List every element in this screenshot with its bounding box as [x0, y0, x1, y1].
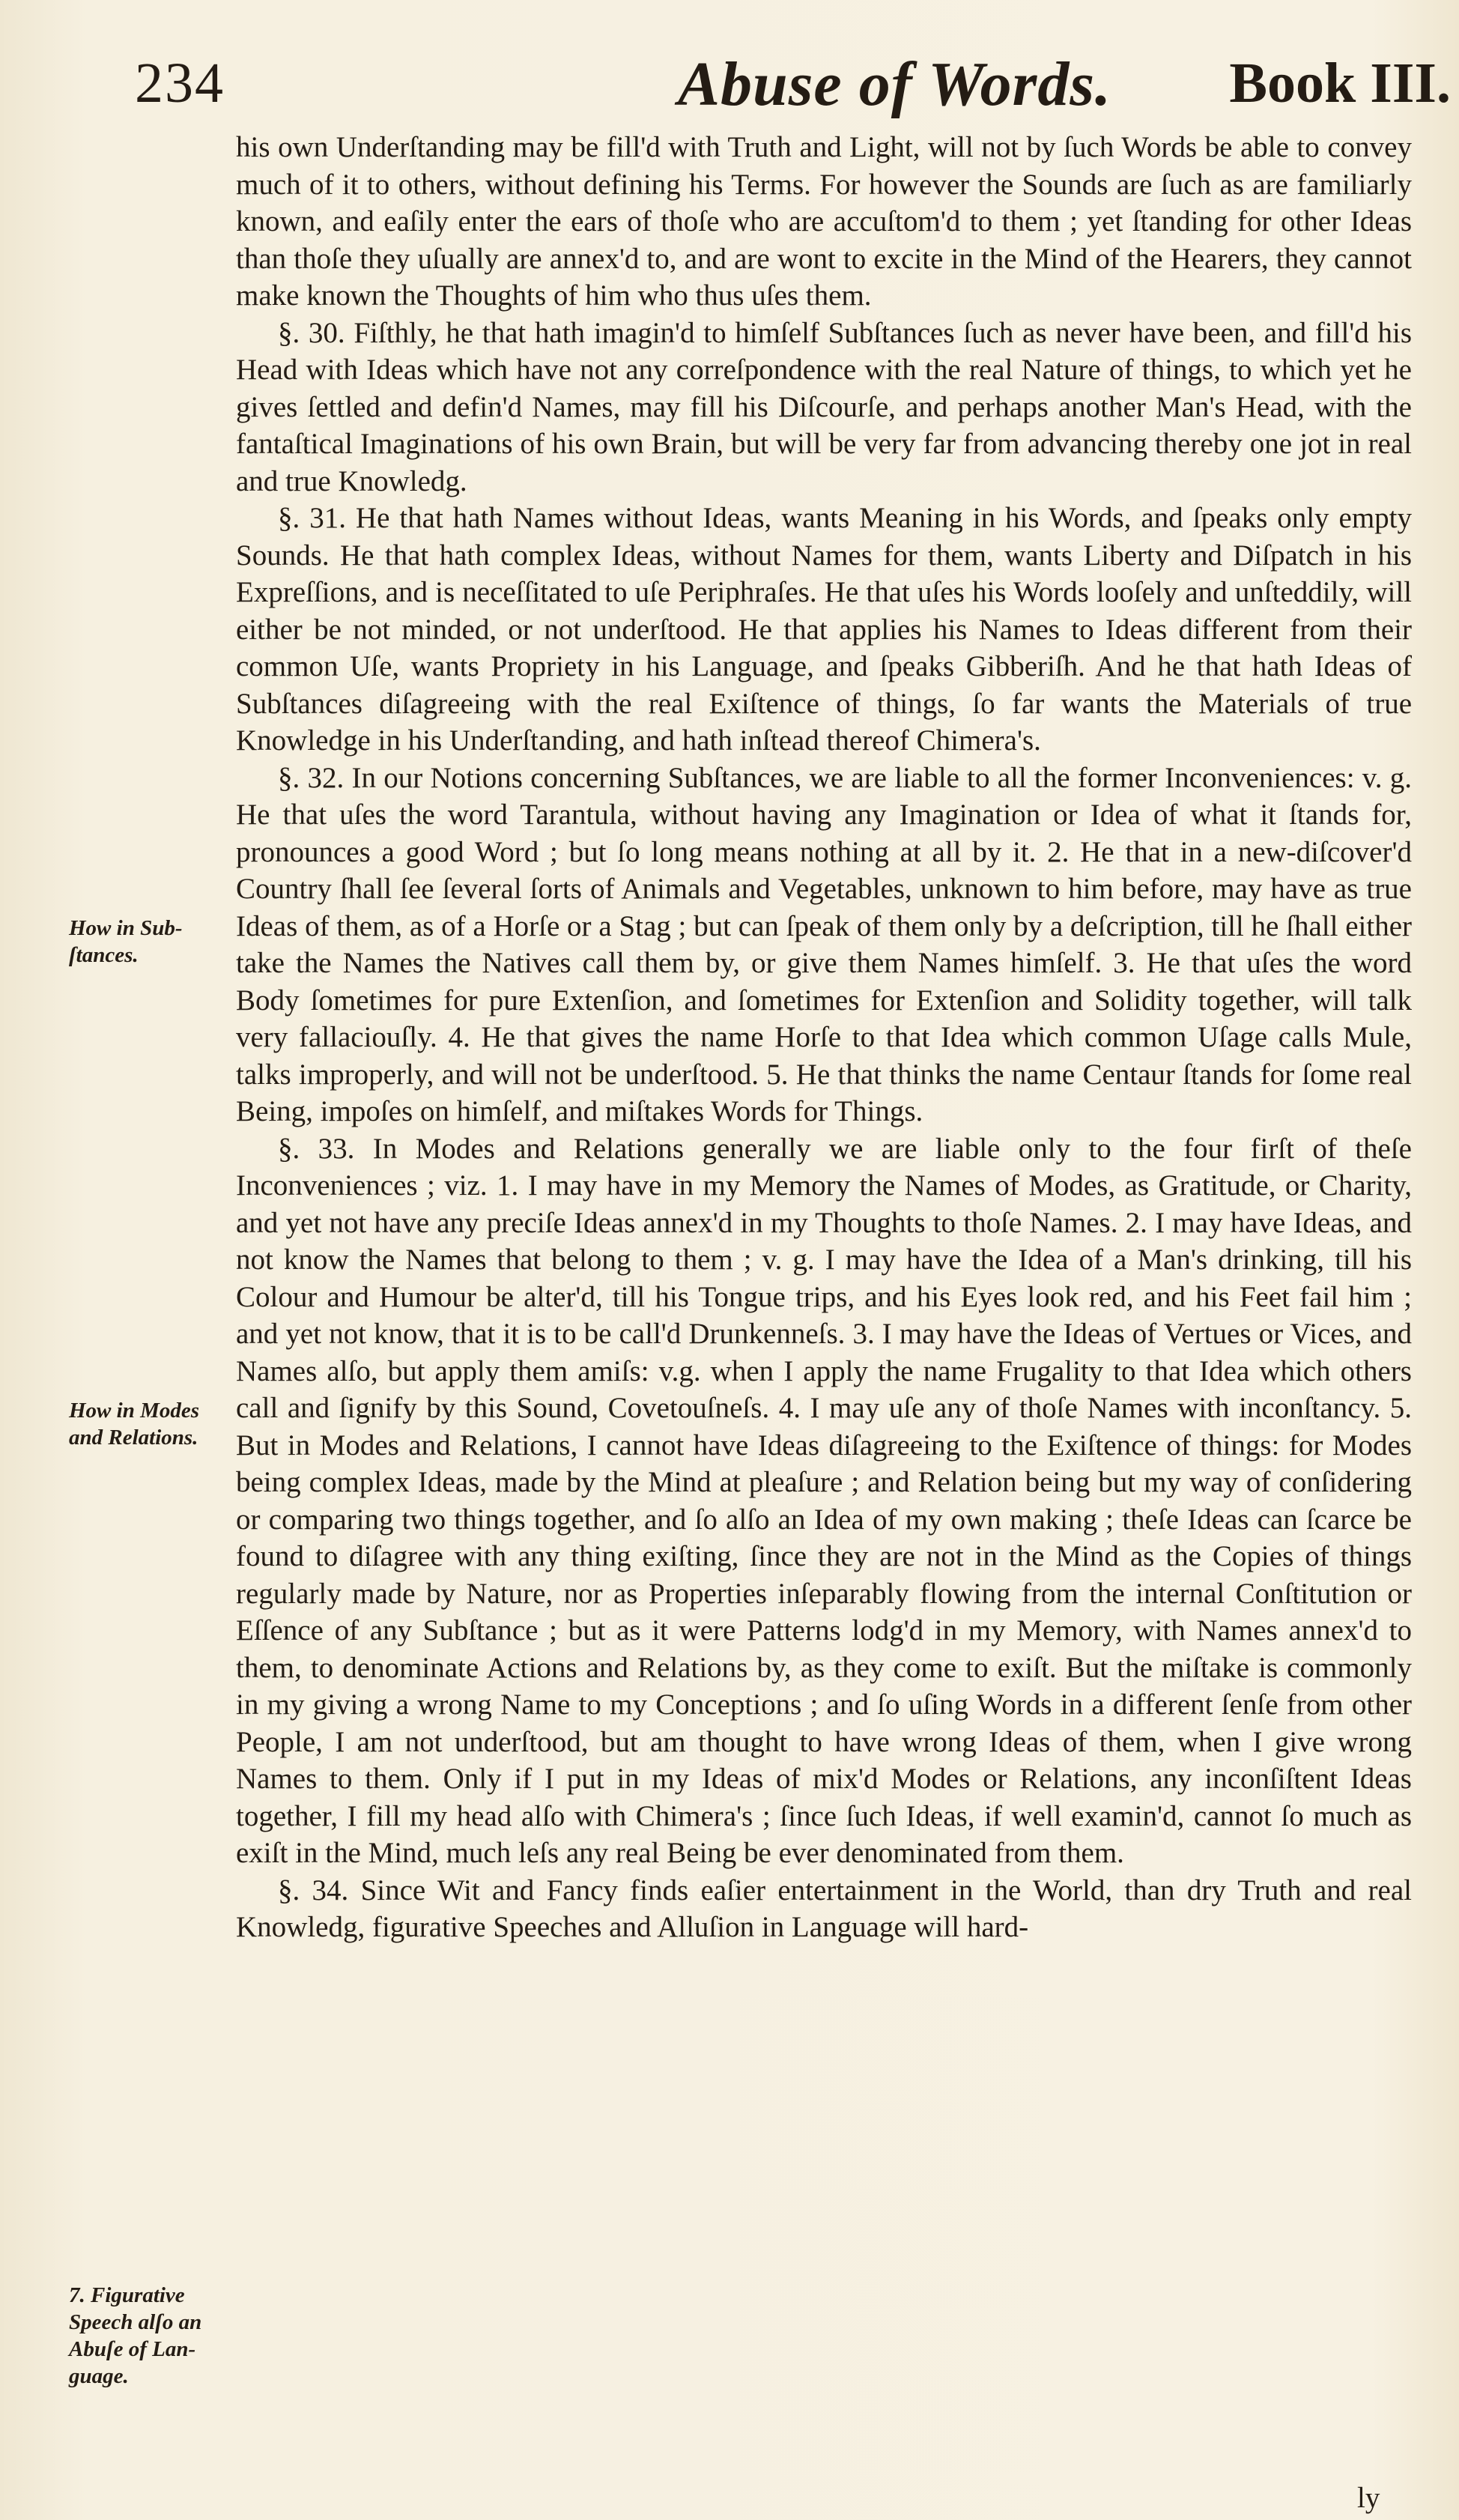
catchword: ly: [1357, 2482, 1380, 2514]
paragraph-section-33: §. 33. In Modes and Relations generally we are liable only to the four firſt of theſe Inconveniences ; viz. 1. I may have in my Memory the Names of Modes, as Gratitude, or Charity, and yet not have any preciſe Ideas annex'd in my Thoughts to thoſe Names. 2. I may have Ideas, and not know the Names that belong to them ; v. g. I may have the Idea of a Man's drinking, till his Colour and Humour be alter'd, till his Tongue trips, and his Eyes look red, and his Feet fail him ; and yet not know, that it is to be call'd Drunkenneſs. 3. I may have the Ideas of Vertues or Vices, and Names alſo, but apply them amiſs: v.g. when I apply the name Frugality to that Idea which others call and ſignify by this Sound, Covetouſneſs. 4. I may uſe any of thoſe Names with inconſtancy. 5. But in Modes and Relations, I cannot have Ideas diſagreeing to the Exiſtence of things: for Modes being complex Ideas, made by the Mind at pleaſure ; and Relation being but my way of conſidering or comparing two things together, and ſo alſo an Idea of my own making ; theſe Ideas can ſcarce be found to diſagree with any thing exiſting, ſince they are not in the Mind as the Copies of things regularly made by Nature, nor as Properties inſeparably flowing from the internal Conſtitution or Eſſence of any Subſtance ; but as it were Patterns lodg'd in my Memory, with Names annex'd to them, to denominate Actions and Relations by, as they come to exiſt. But the miſtake is commonly in my giving a wrong Name to my Conceptions ; and ſo uſing Words in a different ſenſe from other People, I am not underſtood, but am thought to have wrong Ideas of them, when I give wrong Names to them. Only if I put in my Ideas of mix'd Modes or Relations, any inconſiſtent Ideas together, I fill my head alſo with Chimera's ; ſince ſuch Ideas, if well examin'd, cannot ſo much as exiſt in the Mind, much leſs any real Being be ever denominated from them.: [236, 1132, 1412, 1869]
book-label: Book III.: [1229, 52, 1451, 115]
paragraph-continuation: his own Underſtanding may be fill'd with Truth and Light, will not by ſuch Words be able to convey much of it to others, without defining his Terms. For however the Sounds are ſuch as are familiarly known, and eaſily enter the ears of thoſe who are accuſtom'd to them ; yet ſtanding for other Ideas than thoſe they uſually are annex'd to, and are wont to excite in the Mind of the Hearers, they cannot make known the Thoughts of him who thus uſes them.: [236, 131, 1412, 312]
paragraph-section-32: §. 32. In our Notions concerning Subſtances, we are liable to all the former Inconveniences: v. g. He that uſes the word Tarantula, without having any Imagination or Idea of what it ſtands for, pronounces a good Word ; but ſo long means nothing at all by it. 2. He that in a new-diſcover'd Country ſhall ſee ſeveral ſorts of Animals and Vegetables, unknown to him before, may have as true Ideas of them, as of a Horſe or a Stag ; but can ſpeak of them only by a deſcription, till he ſhall either take the Names the Natives call them by, or give them Names himſelf. 3. He that uſes the word Body ſometimes for pure Extenſion, and ſometimes for Extenſion and Solidity together, will talk very fallaciouſly. 4. He that gives the name Horſe to that Idea which common Uſage calls Mule, talks improperly, and will not be underſtood. 5. He that thinks the name Centaur ſtands for ſome real Being, impoſes on himſelf, and miſtakes Words for Things.: [236, 761, 1412, 1127]
sidenote-modes-relations: How in Modes and Relations.: [69, 1399, 200, 1450]
running-title: Abuse of Words.: [678, 49, 1112, 119]
paragraph-section-34: §. 34. Since Wit and Fancy finds eaſier entertainment in the World, than dry Truth and real Knowledg, figurative Speeches and Alluſion in Language will hard-: [236, 1874, 1412, 1943]
body-text: [236, 129, 1412, 1946]
sidenote-figurative-speech: 7. Figurative Speech alſo an Abuſe of Lan- guage.: [69, 2283, 202, 2388]
paragraph-section-30: §. 30. Fiſthly, he that hath imagin'd to himſelf Subſtances ſuch as never have been, and fill'd his Head with Ideas which have not any correſpondence with the real Nature of things, to which yet he gives ſettled and defin'd Names, may fill his Diſcourſe, and perhaps another Man's Head, with the fantaſtical Imaginations of his own Brain, but will be very far from advancing thereby one jot in real and true Knowledg.: [236, 316, 1412, 497]
page-header: [135, 43, 1457, 118]
sidenote-substances: How in Sub- ſtances.: [69, 916, 183, 967]
paragraph-section-31: §. 31. He that hath Names without Ideas, wants Meaning in his Words, and ſpeaks only empty Sounds. He that hath complex Ideas, without Names for them, wants Liberty and Diſpatch in his Expreſſions, and is neceſſitated to uſe Periphraſes. He that uſes his Words looſely and unſteddily, will either be not minded, or not underſtood. He that applies his Names to Ideas different from their common Uſe, wants Propriety in his Language, and ſpeaks Gibberiſh. And he that hath Ideas of Subſtances diſagreeing with the real Exiſtence of things, ſo far wants the Materials of true Knowledge in his Underſtanding, and hath inſtead thereof Chimera's.: [236, 502, 1412, 757]
page-number: 234: [135, 52, 225, 115]
